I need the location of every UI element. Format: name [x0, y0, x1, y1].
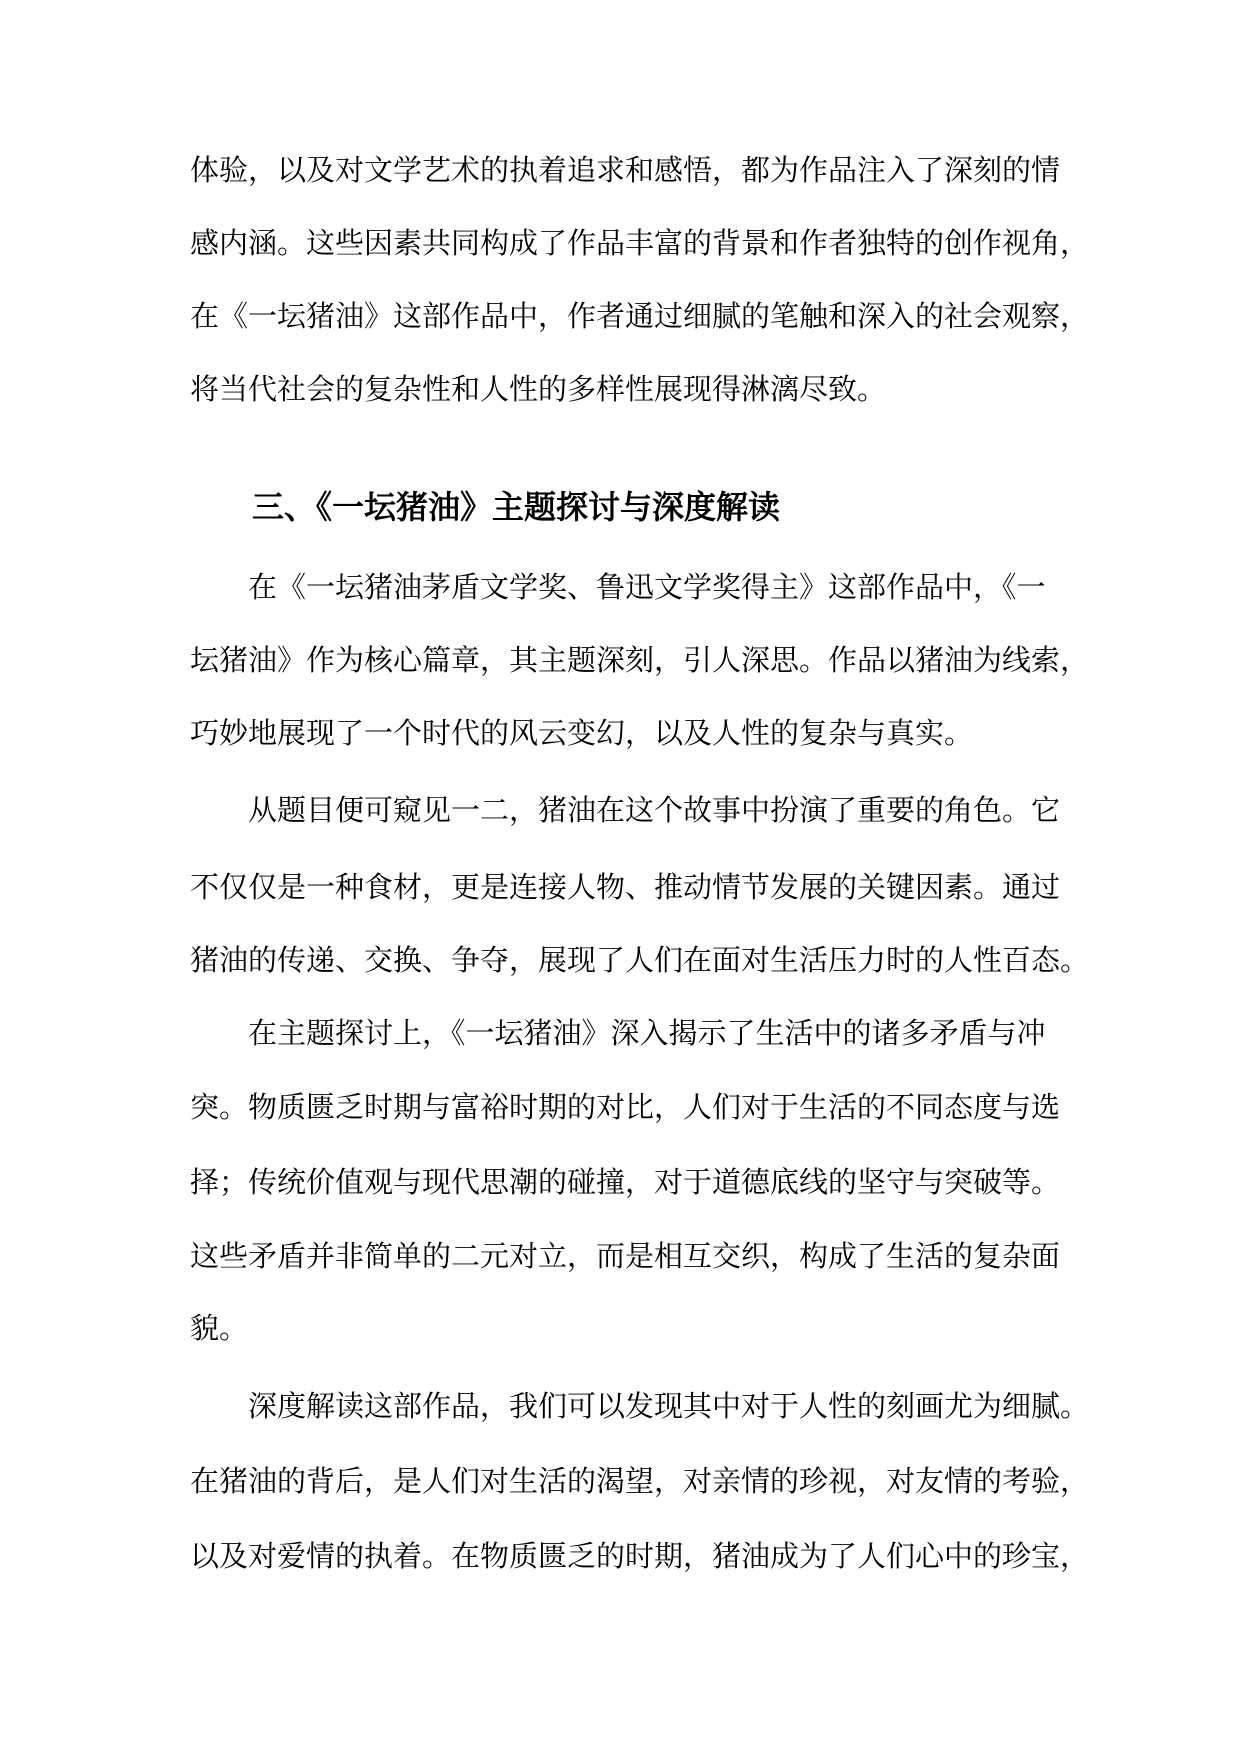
paragraph-line: 在主题探讨上，《一坛猪油》深入揭示了生活中的诸多矛盾与冲	[248, 1016, 1046, 1050]
paragraph-line: 貌。	[190, 1311, 249, 1345]
paragraph-line: 将当代社会的复杂性和人性的多样性展现得淋漓尽致。	[190, 372, 887, 406]
paragraph-line: 猪油的传递、交换、争夺，展现了人们在面对生活压力时的人性百态。	[190, 943, 1090, 977]
paragraph-line: 不仅仅是一种食材，更是连接人物、推动情节发展的关键因素。通过	[190, 870, 1061, 904]
paragraph-line: 在《一坛猪油茅盾文学奖、鲁迅文学奖得主》这部作品中，《一	[248, 570, 1046, 604]
paragraph-line: 这些矛盾并非简单的二元对立，而是相互交织，构成了生活的复杂面	[190, 1239, 1061, 1273]
paragraph-line: 以及对爱情的执着。在物质匮乏的时期，猪油成为了人们心中的珍宝，	[190, 1539, 1090, 1573]
paragraph-line: 坛猪油》作为核心篇章，其主题深刻，引人深思。作品以猪油为线索，	[190, 643, 1090, 677]
paragraph-line: 体验，以及对文学艺术的执着追求和感悟，都为作品注入了深刻的情	[190, 153, 1061, 187]
paragraph-line: 深度解读这部作品，我们可以发现其中对于人性的刻画尤为细腻。	[248, 1389, 1090, 1423]
paragraph-line: 巧妙地展现了一个时代的风云变幻，以及人性的复杂与真实。	[190, 716, 974, 750]
paragraph-line: 从题目便可窥见一二，猪油在这个故事中扮演了重要的角色。它	[248, 793, 1061, 827]
paragraph-line: 感内涵。这些因素共同构成了作品丰富的背景和作者独特的创作视角，	[190, 226, 1090, 260]
paragraph-line: 突。物质匮乏时期与富裕时期的对比，人们对于生活的不同态度与选	[190, 1090, 1061, 1124]
paragraph-line: 在《一坛猪油》这部作品中，作者通过细腻的笔触和深入的社会观察，	[190, 299, 1090, 333]
paragraph-line: 在猪油的背后，是人们对生活的渴望，对亲情的珍视，对友情的考验，	[190, 1464, 1090, 1498]
section-heading: 三、《一坛猪油》主题探讨与深度解读	[252, 488, 781, 526]
paragraph-line: 择；传统价值观与现代思潮的碰撞，对于道德底线的坚守与突破等。	[190, 1165, 1061, 1199]
